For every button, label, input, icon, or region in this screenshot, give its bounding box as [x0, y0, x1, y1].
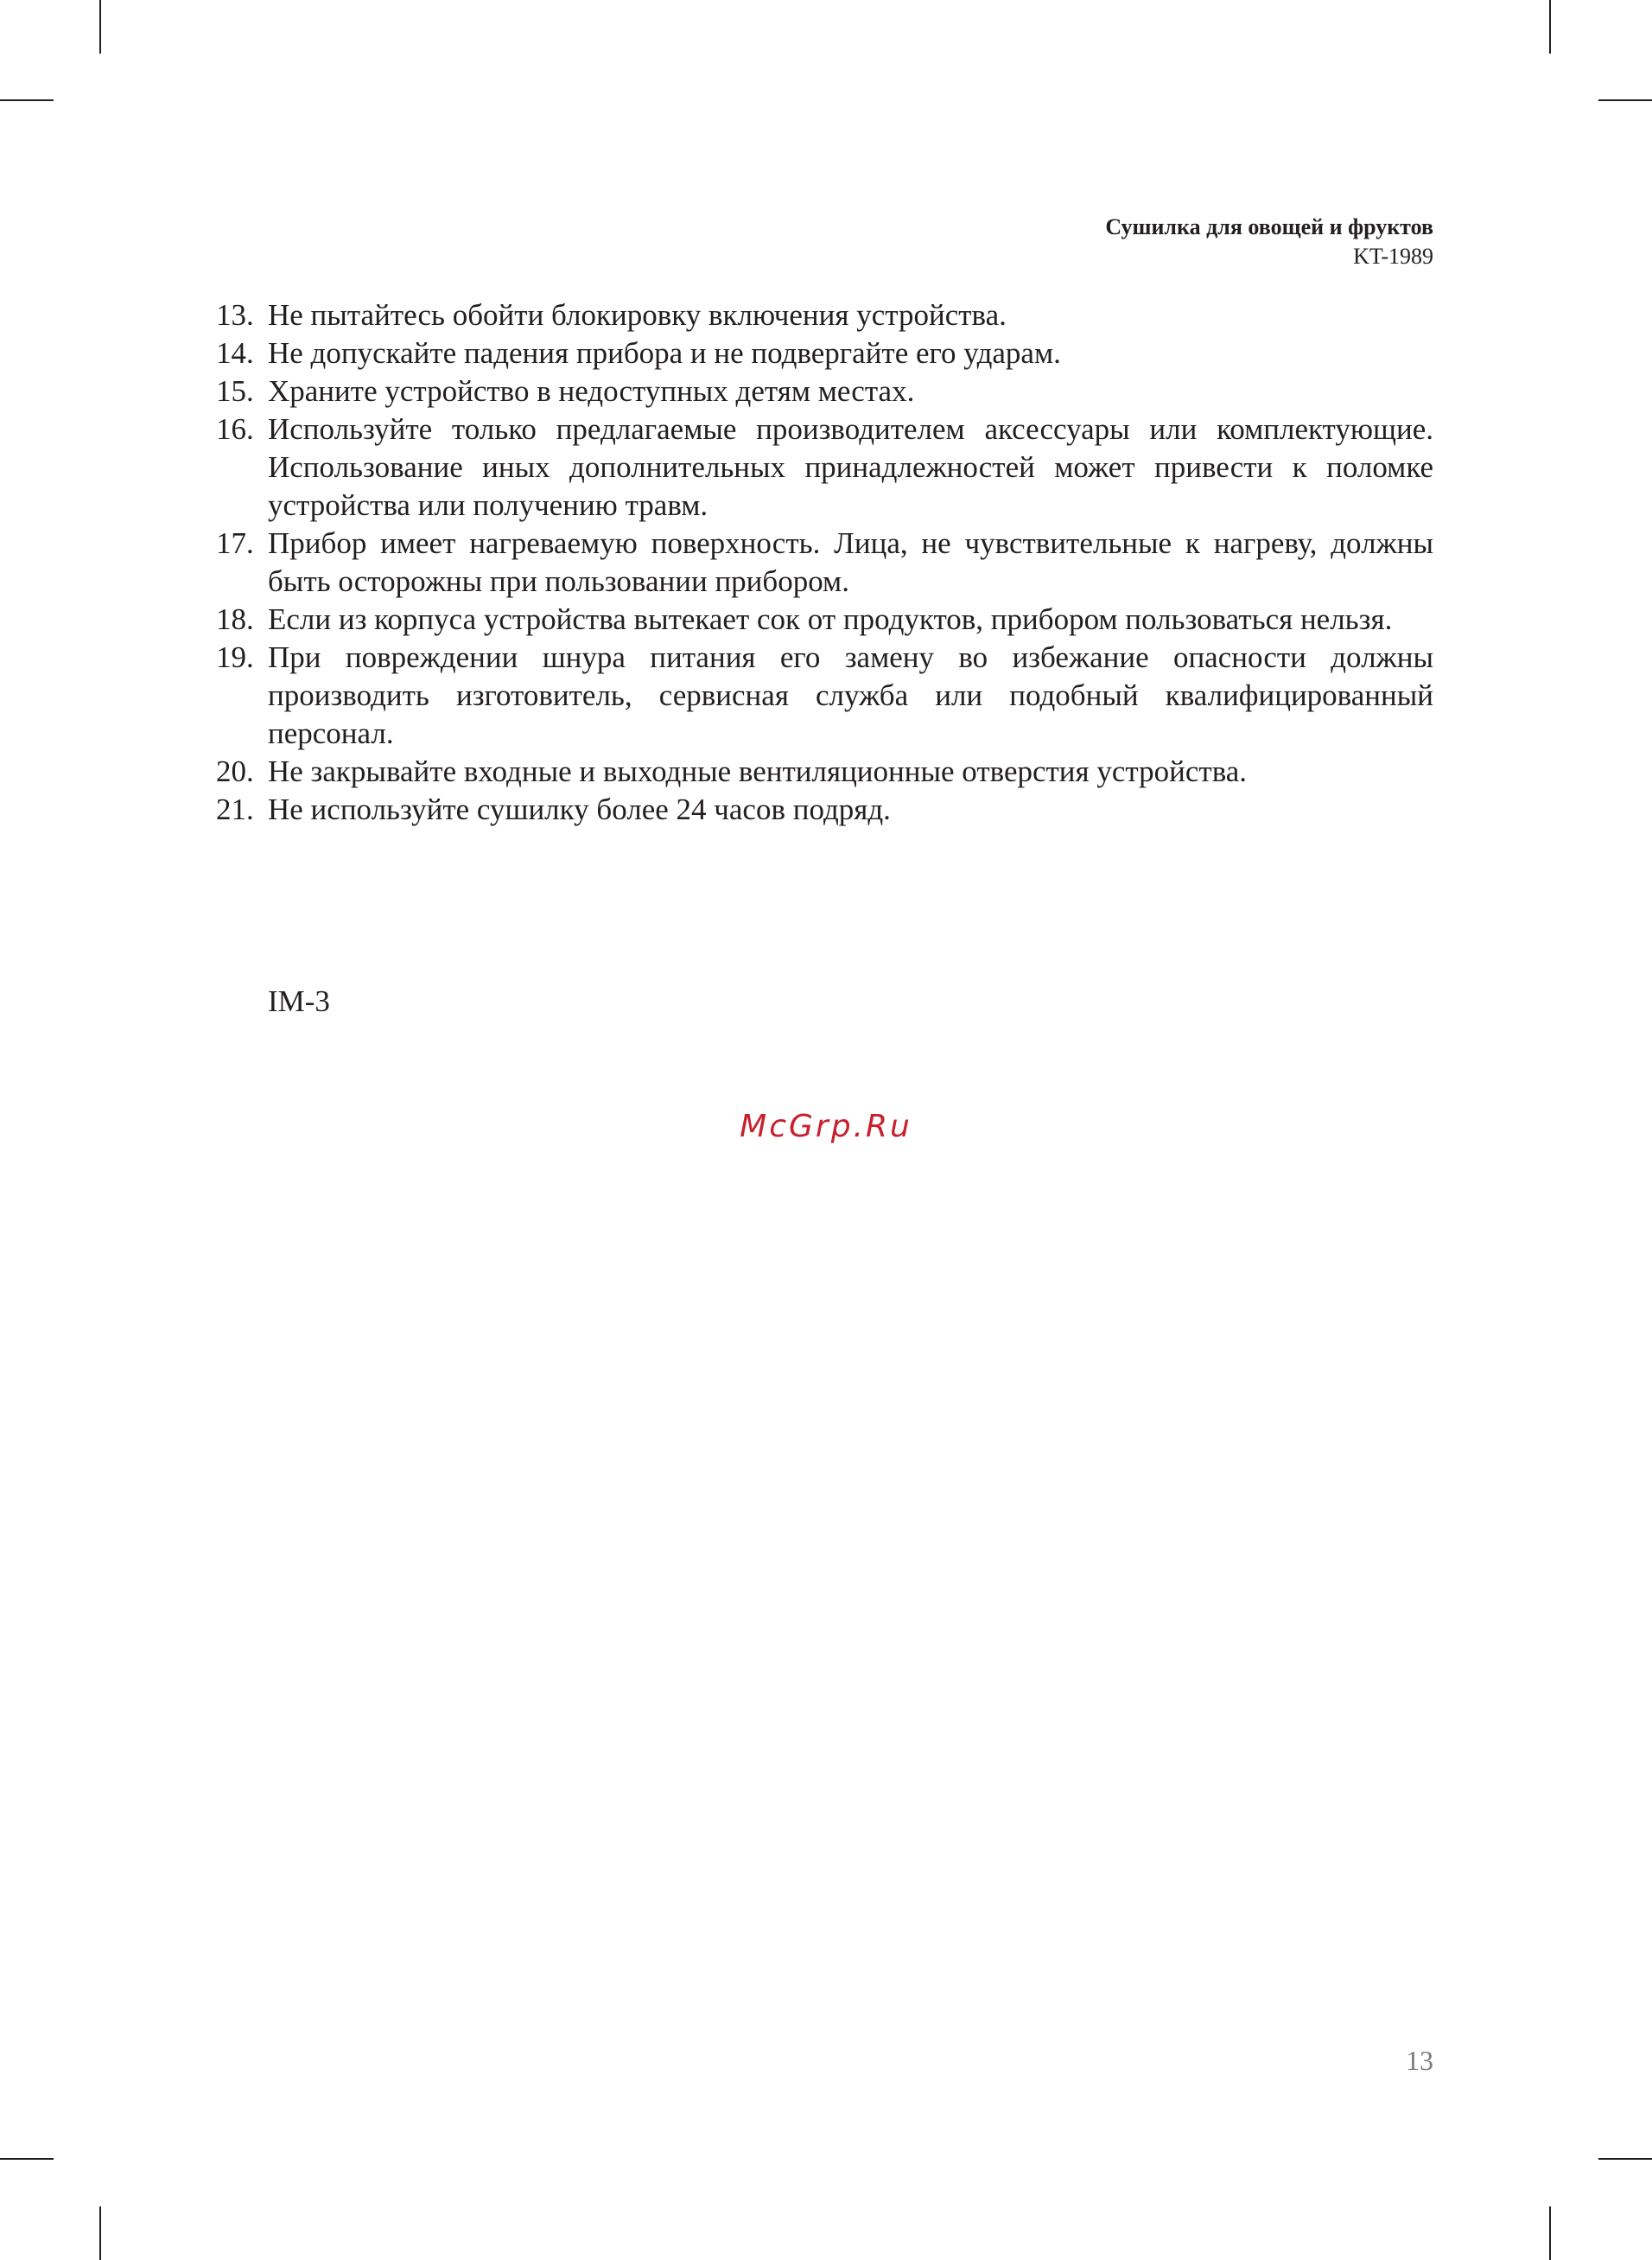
list-item [216, 334, 1433, 372]
list-item-text: Храните устройство в недоступных детям местах. [268, 374, 915, 408]
list-item [216, 372, 1433, 411]
page-number: 13 [1406, 2045, 1433, 2076]
document-code: IM-3 [268, 984, 330, 1018]
list-item-text: Не пытайтесь обойти блокировку включения устройства. [268, 298, 1007, 332]
crop-mark-bottom-right-horizontal [1598, 2158, 1652, 2160]
crop-mark-top-left-horizontal [0, 99, 54, 101]
list-item-number: 13. [216, 298, 254, 332]
list-item-text: Не закрывайте входные и выходные вентиляционные отверстия устройства. [268, 754, 1248, 788]
list-item-number: 20. [216, 754, 254, 788]
crop-mark-bottom-right [1549, 2206, 1551, 2260]
crop-mark-bottom-left-horizontal [0, 2158, 54, 2160]
list-item-number: 14. [216, 336, 254, 370]
list-item [216, 411, 1433, 525]
crop-mark-top-right-horizontal [1598, 99, 1652, 101]
list-item-number: 18. [216, 602, 254, 636]
list-item-number: 17. [216, 526, 254, 560]
list-item-number: 21. [216, 793, 254, 826]
list-item-number: 16. [216, 412, 254, 446]
list-item-number: 19. [216, 640, 254, 674]
list-item [216, 296, 1433, 334]
list-item-text: Используйте только предлагаемые производителем аксессуары или комплектующие. Использование иных дополнительных принадлежностей может привести к поломке устройства или получению травм. [268, 412, 1433, 522]
list-item [216, 753, 1433, 791]
list-item-text: Прибор имеет нагреваемую поверхность. Лица, не чувствительные к нагреву, должны быть осторожны при пользовании прибором. [268, 526, 1433, 598]
list-item-text: Если из корпуса устройства вытекает сок от продуктов, прибором пользоваться нельзя. [268, 602, 1393, 636]
list-item [216, 639, 1433, 753]
list-item-number: 15. [216, 374, 254, 408]
list-item [216, 791, 1433, 829]
crop-mark-top-right [1549, 0, 1551, 54]
watermark-link[interactable]: McGrp.Ru [740, 1109, 912, 1144]
crop-mark-top-left [99, 0, 101, 54]
product-model: KT-1989 [1353, 244, 1433, 269]
product-title: Сушилка для овощей и фруктов [1105, 214, 1433, 239]
list-item [216, 525, 1433, 601]
crop-mark-bottom-left [99, 2206, 101, 2260]
list-item [216, 601, 1433, 639]
list-item-text: При повреждении шнура питания его замену во избежание опасности должны производить изготовитель, сервисная служба или подобный квалифицированный персонал. [268, 640, 1433, 750]
list-item-text: Не используйте сушилку более 24 часов подряд. [268, 793, 891, 826]
list-item-text: Не допускайте падения прибора и не подвергайте его ударам. [268, 336, 1061, 370]
safety-rules-list [216, 296, 1433, 829]
page-header [1105, 213, 1433, 271]
